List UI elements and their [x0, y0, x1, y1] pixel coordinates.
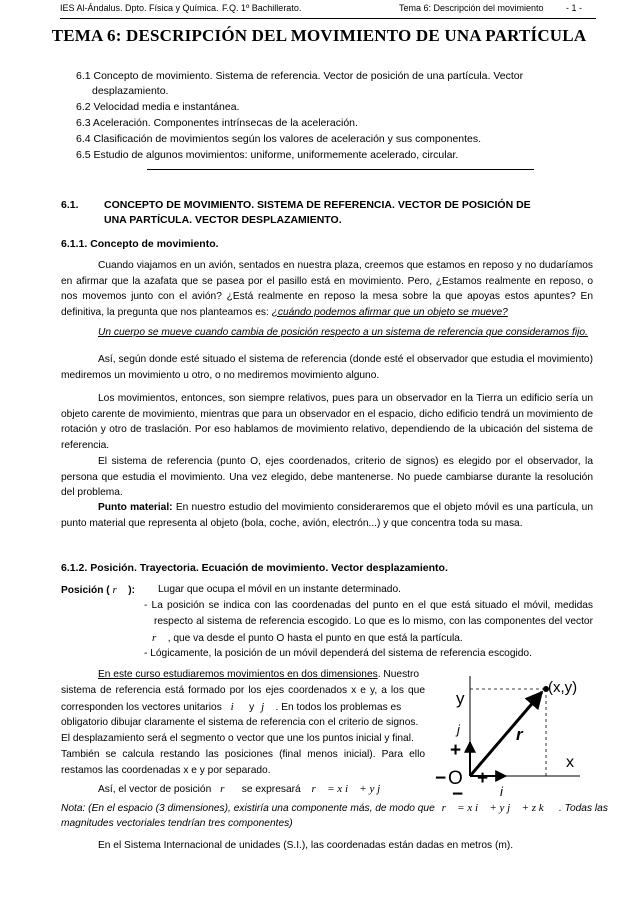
position-equation-3d: r⃗ = x i⃗ + y j⃗ + z k⃗ — [441, 802, 553, 814]
position-bullet1-line2: respecto al sistema de referencia escogido. Lo que es lo mismo, con las componentes del vector — [154, 616, 593, 627]
subsection-title-611: 6.1.1. Concepto de movimiento. — [61, 238, 219, 250]
r-vector-symbol: r⃗ — [112, 584, 126, 596]
two-dim-line1-rest: . Nuestro — [377, 669, 420, 680]
y-minus-sign: − — [452, 784, 464, 800]
paragraph-observer: El sistema de referencia (punto O, ejes coordenados, criterio de signos) es elegido por el observador, la persona que estudia el movimiento. Una vez elegido, debe mantenerse. No puede cambiarse durante la resolución del problema. — [61, 456, 593, 499]
toc-item-6-4: 6.4 Clasificación de movimientos según los valores de aceleración y sus componentes. — [76, 133, 482, 145]
two-dim-line4: obligatorio dibujar claramente el sistema de referencia con el criterio de signos. — [61, 717, 419, 728]
section-number: 6.1. — [61, 199, 79, 211]
paragraph-relative-motion: Los movimientos, entonces, son siempre relativos, pues para un observador en la Tierra un edificio sería un objeto carente de movimiento, mientras que para un observador en el espacio, dicho edificio tendrá un movimiento de rotación y otro de traslación. Por eso hablamos de movimiento relativo, dependiendo de la ubicación del sistema de referencia. — [61, 393, 593, 451]
toc-item-6-1: 6.1 Concepto de movimiento. Sistema de referencia. Vector de posición de una partícula. Vector — [76, 70, 524, 82]
paragraph-material-point — [61, 500, 593, 531]
y-axis-label: y — [456, 689, 465, 708]
material-point-text: En nuestro estudio del movimiento consideraremos que el objeto móvil es una partícula, un punto material que representa al objeto (bola, coche, avión, electrón...) y que concentra toda su masa. — [61, 502, 593, 529]
toc-item-6-2: 6.2 Velocidad media e instantánea. — [76, 101, 240, 113]
page-title: TEMA 6: DESCRIPCIÓN DEL MOVIMIENTO DE UNA PARTÍCULA — [51, 26, 587, 45]
toc-item-6-1-cont: desplazamiento. — [92, 85, 169, 97]
two-dim-underlined: En este curso estudiaremos movimientos en dos dimensiones — [98, 669, 378, 680]
position-bullet2: - Lógicamente, la posición de un móvil dependerá del sistema de referencia escogido. — [144, 648, 532, 659]
section-title-line2: UNA PARTÍCULA. VECTOR DESPLAZAMIENTO. — [104, 214, 342, 226]
position-vector-expression — [98, 783, 389, 795]
header-course: F.Q. 1º Bachillerato. — [222, 3, 302, 13]
header-rule — [60, 18, 596, 19]
position-vector-arrow — [470, 692, 542, 776]
two-dim-line7: restamos las coordenadas x e y por separado. — [61, 765, 271, 776]
two-dim-line1 — [98, 669, 419, 680]
header-page-number: - 1 - — [566, 3, 583, 13]
y-plus-sign: + — [450, 740, 462, 761]
origin-label: O — [448, 768, 463, 789]
unit-vector-i-symbol: i⃗ — [230, 701, 243, 713]
movement-definition: Un cuerpo se mueve cuando cambia de posición respecto a un sistema de referencia que consideramos fijo. — [98, 327, 588, 338]
two-dim-line3-a: corresponden los vectores unitarios — [61, 702, 222, 713]
position-equation: r⃗ = x i⃗ + y j⃗ — [311, 783, 389, 795]
key-question: ¿cuándo podemos afirmar que un objeto se mueve? — [271, 306, 508, 318]
position-definition: Lugar que ocupa el móvil en un instante determinado. — [158, 584, 401, 595]
position-label — [61, 584, 135, 596]
x-minus-sign: − — [435, 768, 447, 789]
header-topic: Tema 6: Descripción del movimiento — [399, 3, 544, 13]
two-dim-line5: El desplazamiento será el segmento o vector que une los puntos inicial y final. — [61, 733, 414, 744]
position-bullet1-line1: - La posición se indica con las coordenadas del punto en el que está situado el móvil, medidas — [144, 600, 593, 611]
two-dim-line3-b: . En todos los problemas es — [275, 702, 402, 713]
two-dim-line6: También se calcula restando las posiciones (final menos inicial). Para ello — [61, 749, 425, 760]
position-label-end: ): — [128, 585, 136, 596]
note-text-a: Nota: (En el espacio (3 dimensiones), existiría una componente más, de modo que — [61, 803, 435, 814]
two-dim-line3: corresponden los vectores unitarios i⃗ y j⃗ . En todos los problemas es — [61, 701, 402, 713]
coordinate-diagram — [430, 660, 598, 800]
x-axis-label: x — [566, 754, 574, 771]
section-title-line1: CONCEPTO DE MOVIMIENTO. SISTEMA DE REFERENCIA. VECTOR DE POSICIÓN DE — [104, 199, 531, 211]
note-text-b: . Todas las — [559, 803, 608, 814]
point-label: (x,y) — [548, 679, 578, 696]
paragraph-airplane-text: Cuando viajamos en un avión, sentados en nuestra plaza, creemos que estamos en reposo y no dudaríamos en afirmar que la azafata que se pasea por el pasillo está en movimiento. Pero, ¿Estamos realmente en reposo, o nos movemos junto con el avión? ¿Está realmente en reposo la mesa sobre la que apoyas estos apuntes? En definitiva, la pregunta que nos planteamos es: — [61, 260, 593, 318]
note-line2: magnitudes vectoriales tendrían tres componentes) — [61, 818, 293, 829]
r-label: r — [516, 725, 523, 744]
position-bullet1-line3 — [152, 632, 463, 644]
header-school: IES Al-Ándalus. Dpto. Física y Química. — [60, 3, 219, 13]
position-expression-text-b: se expresará — [241, 784, 301, 795]
toc-item-6-3: 6.3 Aceleración. Componentes intrínsecas de la aceleración. — [76, 117, 358, 129]
toc-divider — [147, 169, 534, 170]
r-vector-symbol-2: r⃗ — [152, 632, 165, 644]
paragraph-airplane — [61, 258, 593, 320]
two-dim-line2: sistema de referencia está formado por los ejes coordenados x e y, a los que — [61, 685, 425, 696]
material-point-label: Punto material: — [98, 502, 173, 513]
j-label: j — [457, 722, 460, 737]
note-line1 — [61, 802, 608, 814]
x-plus-sign: + — [477, 768, 489, 789]
subsection-title-612: 6.1.2. Posición. Trayectoria. Ecuación de movimiento. Vector desplazamiento. — [61, 562, 448, 574]
paragraph-reference-system: Así, según donde esté situado el sistema de referencia (donde esté el observador que estudia el movimiento) mediremos un movimiento u otro, o no mediremos movimiento alguno. — [61, 354, 593, 381]
unit-vector-j-symbol: j⃗ — [261, 701, 273, 713]
si-units-sentence: En el Sistema Internacional de unidades (S.I.), las coordenadas están dadas en metros (m). — [98, 840, 514, 851]
i-label: i — [500, 784, 503, 799]
toc-item-6-5: 6.5 Estudio de algunos movimientos: uniforme, uniformemente acelerado, circular. — [76, 149, 459, 161]
position-expression-text-a: Así, el vector de posición — [98, 784, 212, 795]
r-vector-symbol-3: r⃗ — [220, 783, 233, 795]
position-bullet1-line3-text: , que va desde el punto O hasta el punto en que está la partícula. — [167, 633, 463, 644]
position-label-text: Posición ( — [61, 585, 110, 596]
